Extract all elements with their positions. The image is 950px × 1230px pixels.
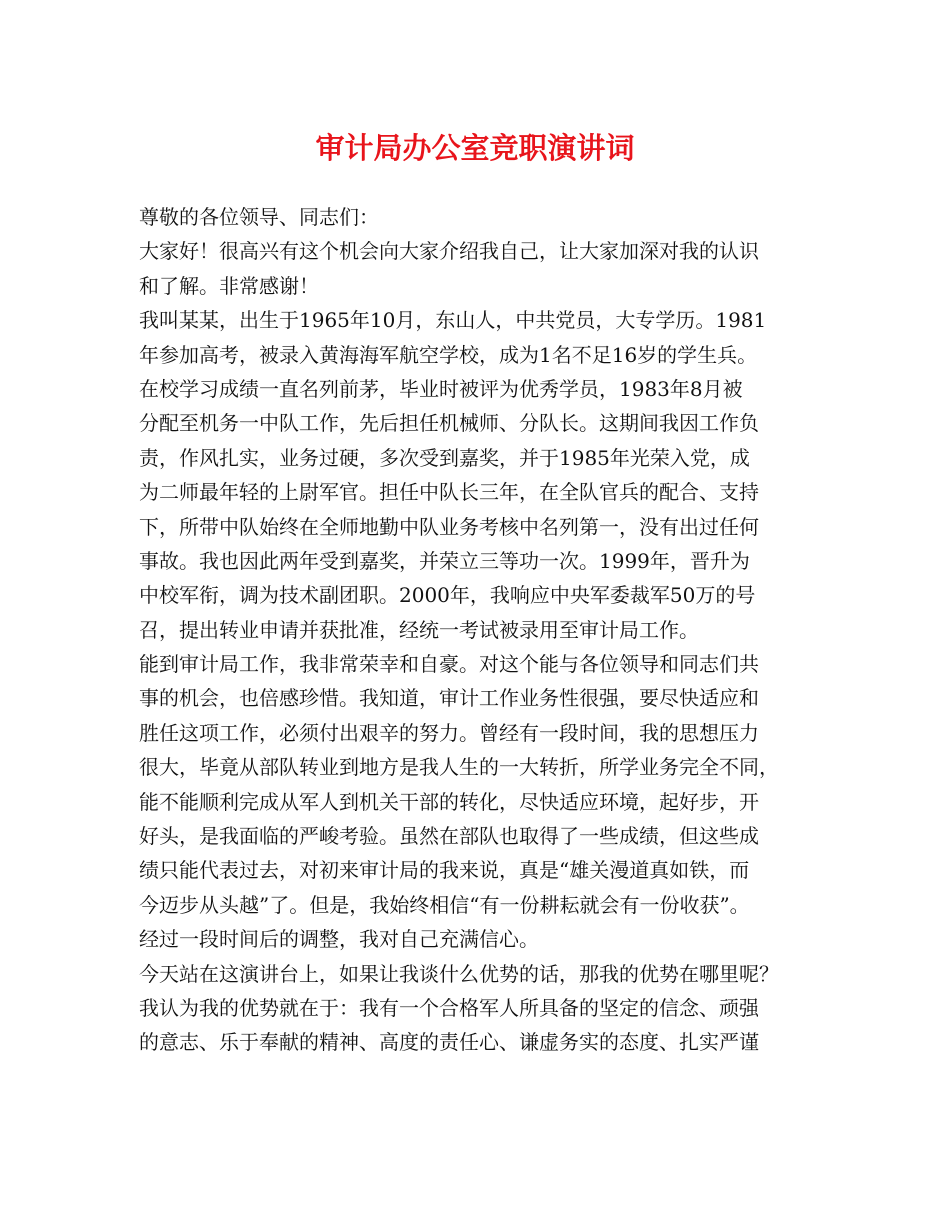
body-line: 经过一段时间后的调整，我对自己充满信心。 (139, 927, 539, 952)
body-line: 年参加高考，被录入黄海海军航空学校，成为1名不足16岁的学生兵。 (139, 342, 758, 367)
body-line: 很大，毕竟从部队转业到地方是我人生的一大转折，所学业务完全不同， (139, 755, 779, 780)
body-line: 好头，是我面临的严峻考验。虽然在部队也取得了一些成绩，但这些成 (139, 824, 759, 849)
body-line: 的意志、乐于奉献的精神、高度的责任心、谦虚务实的态度、扎实严谨 (139, 1030, 759, 1055)
body-line: 责，作风扎实，业务过硬，多次受到嘉奖，并于1985年光荣入党，成 (139, 445, 750, 470)
body-line: 分配至机务一中队工作，先后担任机械师、分队长。这期间我因工作负 (139, 411, 759, 436)
body-line: 中校军衔，调为技术副团职。2000年，我响应中央军委裁军50万的号 (139, 583, 756, 608)
body-line: 今天站在这演讲台上，如果让我谈什么优势的话，那我的优势在哪里呢？ (139, 961, 779, 986)
body-line: 我认为我的优势就在于：我有一个合格军人所具备的坚定的信念、顽强 (139, 995, 759, 1020)
body-line: 为二师最年轻的上尉军官。担任中队长三年，在全队官兵的配合、支持 (139, 480, 759, 505)
body-line: 和了解。非常感谢！ (139, 273, 319, 298)
body-line: 下，所带中队始终在全师地勤中队业务考核中名列第一，没有出过任何 (139, 514, 759, 539)
body-line: 今迈步从头越”了。但是，我始终相信“有一份耕耘就会有一份收获”。 (139, 892, 750, 917)
body-line: 我叫某某，出生于1965年10月，东山人，中共党员，大专学历。1981 (139, 308, 767, 333)
body-line: 尊敬的各位领导、同志们： (139, 205, 379, 229)
body-line: 能不能顺利完成从军人到机关干部的转化，尽快适应环境，起好步，开 (139, 789, 759, 814)
body-line: 胜任这项工作，必须付出艰辛的努力。曾经有一段时间，我的思想压力 (139, 720, 759, 745)
document-title: 审计局办公室竞职演讲词 (315, 131, 635, 165)
document-body (139, 200, 829, 1060)
body-line: 召，提出转业申请并获批准，经统一考试被录用至审计局工作。 (139, 617, 699, 642)
body-line: 事故。我也因此两年受到嘉奖，并荣立三等功一次。1999年，晋升为 (139, 548, 750, 573)
body-line: 能到审计局工作，我非常荣幸和自豪。对这个能与各位领导和同志们共 (139, 652, 759, 677)
body-line: 绩只能代表过去，对初来审计局的我来说，真是“雄关漫道真如铁，而 (139, 858, 750, 883)
body-line: 事的机会，也倍感珍惜。我知道，审计工作业务性很强，要尽快适应和 (139, 686, 759, 711)
body-line: 在校学习成绩一直名列前茅，毕业时被评为优秀学员，1983年8月被 (139, 376, 743, 401)
body-line: 大家好！很高兴有这个机会向大家介绍我自己，让大家加深对我的认识 (139, 239, 759, 264)
